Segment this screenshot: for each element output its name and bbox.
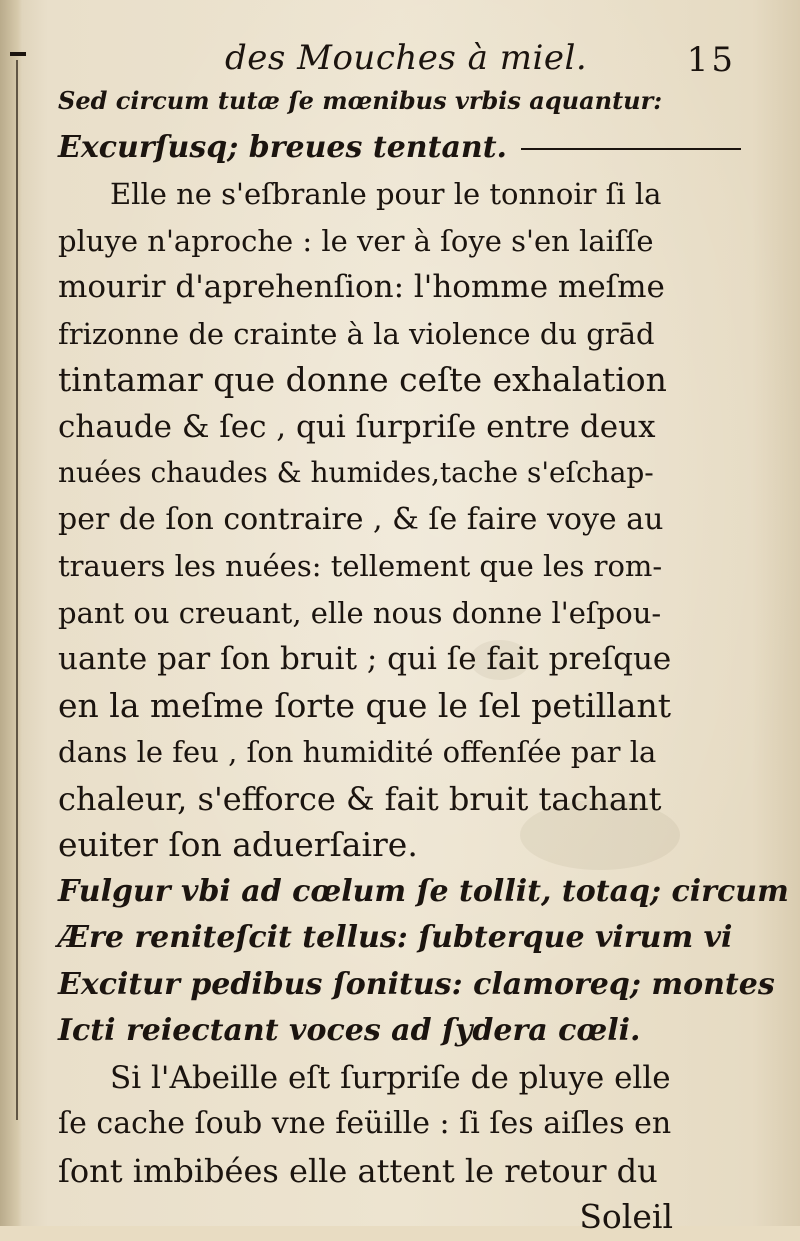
- page-number: 15: [686, 40, 736, 80]
- text-line: per de ſon contraire , & ſe faire voye au: [58, 501, 664, 537]
- verse-line: Excurſusq; breues tentant.: [58, 125, 673, 172]
- text-line: uante par ſon bruit ; qui ſe fait preſque: [58, 641, 672, 677]
- text-line: nuées chaudes & humides,tache s'eſchap-: [58, 456, 654, 489]
- text-line: chaude & ſec , qui ſurpriſe entre deux: [58, 408, 656, 445]
- text-line: trauers les nuées: tellement que les rom-: [58, 549, 663, 583]
- verse-line: Icti reiectant voces ad ſydera cœli.: [58, 1013, 641, 1048]
- text-line: tintamar que donne ceſte exhalation: [58, 360, 667, 399]
- edge-mark: [10, 52, 26, 56]
- text-line: euiter ſon aduerſaire.: [58, 825, 418, 864]
- page-header: [60, 20, 750, 78]
- text-line: Si l'Abeille eſt ſurpriſe de pluye elle: [110, 1059, 671, 1096]
- text-line: pluye n'aproche : le ver à ſoye s'en laiſſe: [58, 223, 654, 258]
- text-line: pant ou creuant, elle nous donne l'eſpou-: [58, 595, 662, 630]
- verse-line: Fulgur vbi ad cœlum ſe tollit, totaq; circum: [58, 873, 789, 909]
- text-line: ſont imbibées elle attent le retour du: [58, 1151, 658, 1190]
- verse-line: Ære reniteſcit tellus: ſubterque virum vi: [58, 920, 733, 955]
- verse-line: Sed circum tutæ ſe mœnibus vrbis aquantur:: [58, 86, 663, 115]
- text-line: chaleur, s'efforce & fait bruit tachant: [58, 779, 662, 818]
- body-text: [58, 78, 789, 1241]
- text-line: en la meſme ſorte que le ſel petillant: [58, 685, 671, 725]
- text-line: frizonne de crainte à la violence du grād: [58, 316, 655, 351]
- running-title: des Mouches à miel.: [225, 38, 588, 78]
- page-edge-line: [16, 60, 18, 1120]
- dash-rule: [521, 148, 741, 150]
- text-line: ſe cache ſoub vne feüille : ſi ſes aiſles en: [58, 1106, 672, 1141]
- verse-line: Excitur pedibus ſonitus: clamoreq; montes: [58, 966, 775, 1002]
- text-line: mourir d'aprehenſion: l'homme meſme: [58, 269, 665, 305]
- text-line: dans le feu , ſon humidité offenſée par la: [58, 735, 657, 769]
- binding-edge: [0, 0, 22, 1226]
- catchword: Soleil: [579, 1197, 673, 1236]
- text-line: Elle ne s'eſbranle pour le tonnoir ſi la: [110, 177, 662, 211]
